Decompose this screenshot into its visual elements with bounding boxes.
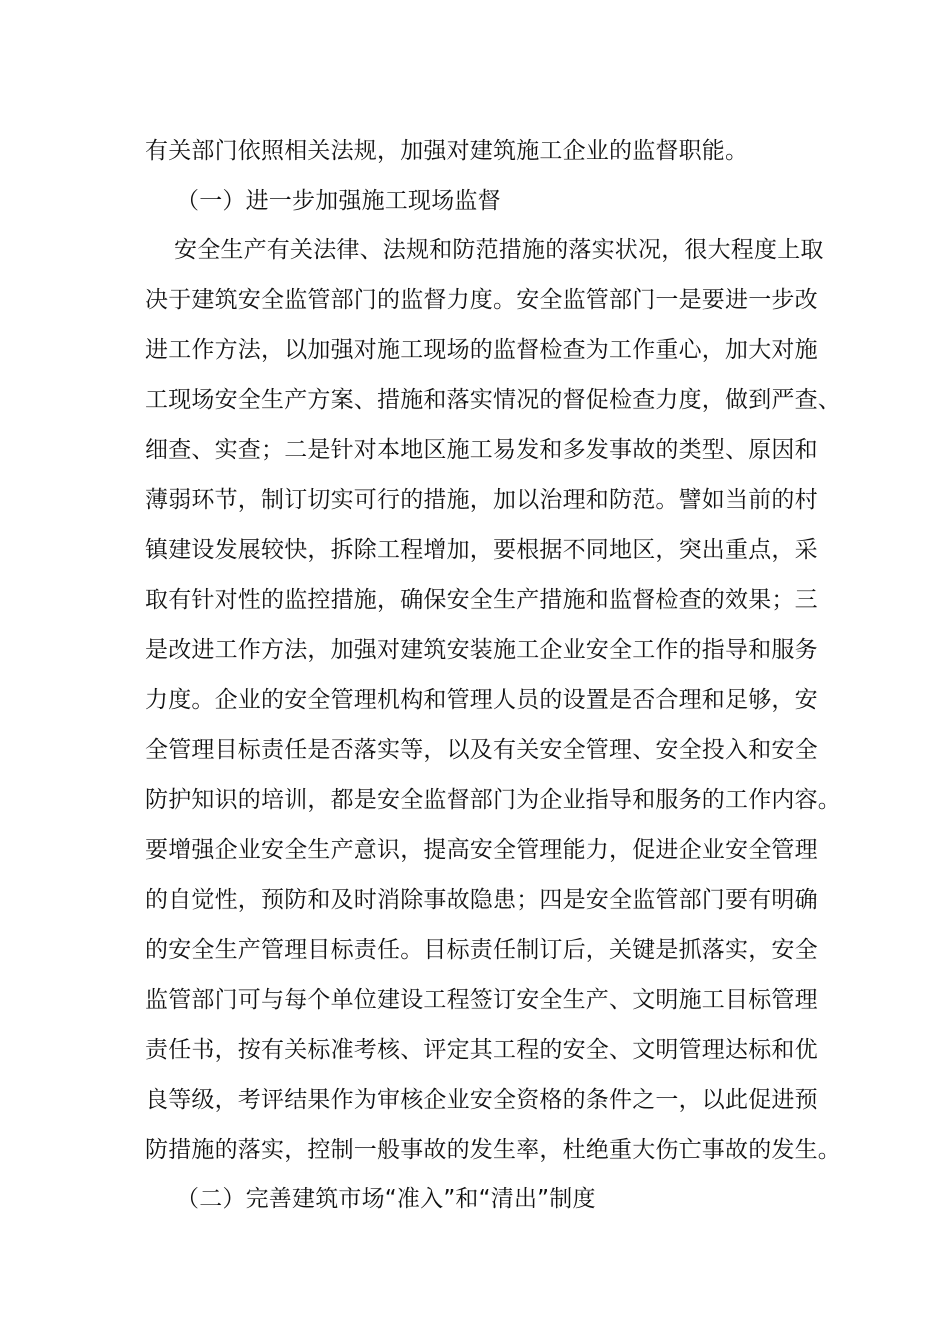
section-heading-1: （一）进一步加强施工现场监督 [176,188,501,214]
paragraph-line: 全管理目标责任是否落实等，以及有关安全管理、安全投入和安全 [145,737,818,763]
paragraph-line: 防措施的落实，控制一般事故的发生率，杜绝重大伤亡事故的发生。 [145,1137,841,1163]
paragraph-line: 决于建筑安全监管部门的监督力度。安全监管部门一是要进一步改 [145,287,818,313]
paragraph-line: 有关部门依照相关法规，加强对建筑施工企业的监督职能。 [145,138,749,164]
paragraph-line: 责任书，按有关标准考核、评定其工程的安全、文明管理达标和优 [145,1037,818,1063]
paragraph-line: 镇建设发展较快，拆除工程增加，要根据不同地区，突出重点，采 [145,537,818,563]
section-heading-2: （二）完善建筑市场“准入”和“清出”制度 [176,1186,596,1212]
paragraph-line: 细查、实查；二是针对本地区施工易发和多发事故的类型、原因和 [145,437,818,463]
paragraph-line: 防护知识的培训，都是安全监督部门为企业指导和服务的工作内容。 [145,787,841,813]
paragraph-line: 要增强企业安全生产意识，提高安全管理能力，促进企业安全管理 [145,837,818,863]
paragraph-line: 工现场安全生产方案、措施和落实情况的督促检查力度，做到严查、 [145,387,841,413]
paragraph-line: 的安全生产管理目标责任。目标责任制订后，关键是抓落实，安全 [145,937,818,963]
paragraph-line: 是改进工作方法，加强对建筑安装施工企业安全工作的指导和服务 [145,637,818,663]
paragraph-line: 安全生产有关法律、法规和防范措施的落实状况，很大程度上取 [174,237,824,263]
paragraph-line: 力度。企业的安全管理机构和管理人员的设置是否合理和足够，安 [145,687,818,713]
paragraph-line: 的自觉性，预防和及时消除事故隐患；四是安全监管部门要有明确 [145,887,818,913]
paragraph-line: 薄弱环节，制订切实可行的措施，加以治理和防范。譬如当前的村 [145,487,818,513]
paragraph-line: 取有针对性的监控措施，确保安全生产措施和监督检查的效果；三 [145,587,818,613]
paragraph-line: 良等级，考评结果作为审核企业安全资格的条件之一，以此促进预 [145,1087,818,1113]
paragraph-line: 进工作方法，以加强对施工现场的监督检查为工作重心，加大对施 [145,337,818,363]
paragraph-line: 监管部门可与每个单位建设工程签订安全生产、文明施工目标管理 [145,987,818,1013]
